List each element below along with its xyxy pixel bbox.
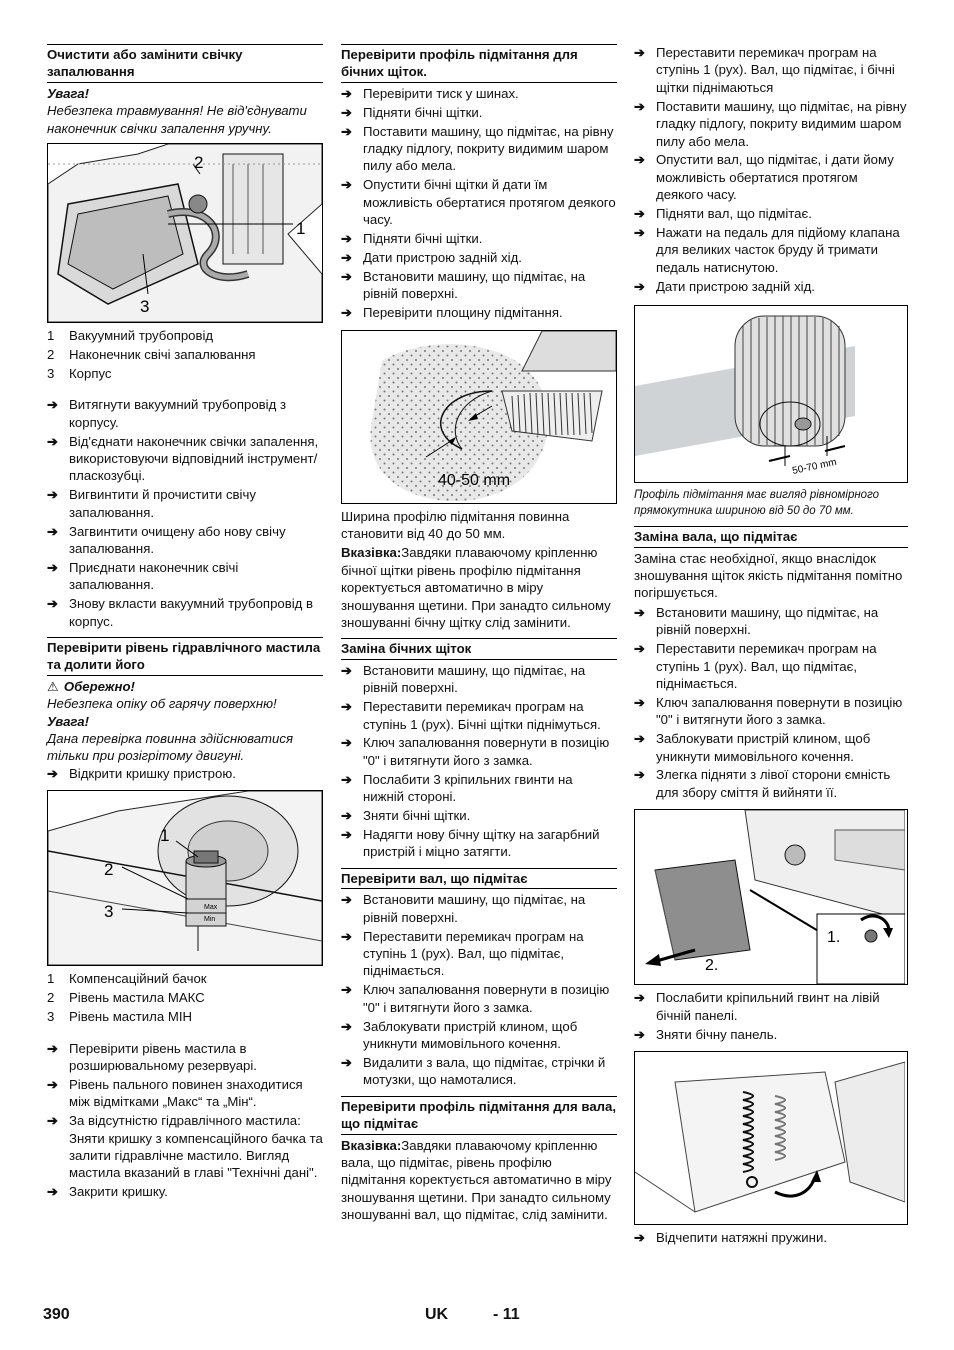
engine-illustration (48, 144, 322, 322)
legend-item: 2 Наконечник свічі запалювання (47, 346, 256, 362)
arrow-right-icon: ➔ (634, 1026, 646, 1042)
caution-text: Небезпека опіку об гарячу поверхню! (47, 696, 277, 712)
step-item: ➔ Перевірити площину підмітання. (341, 305, 563, 321)
arrow-right-icon: ➔ (341, 85, 353, 101)
legend-spark-plug (47, 327, 323, 382)
section-title-check-main-broom: Перевірити вал, що підмітає (341, 868, 617, 889)
arrow-right-icon: ➔ (341, 771, 353, 787)
arrow-right-icon: ➔ (47, 765, 59, 781)
callout-2: 2 (194, 153, 204, 173)
step-item: ➔ Підняти бічні щітки. (341, 231, 483, 247)
arrow-right-icon: ➔ (341, 231, 353, 247)
figure-tension-springs (634, 1051, 908, 1225)
steps-side-brush-profile (341, 85, 617, 322)
step-item: ➔ Перевірити тиск у шинах. (341, 85, 519, 101)
step-item: ➔ Поставити машину, що підмітає, на рівну гладку підлогу, покриту видимим шаром пилу або мела. (634, 98, 907, 149)
arrow-right-icon: ➔ (341, 1018, 353, 1034)
step-item: ➔ За відсутністю гідравлічного мастила: Зняти кришку з компенсаційного бачка та залити гідравлічне мастило. Вигляд мастила вказаний в главі "Технічні дані". (47, 1113, 323, 1181)
steps-side-panel (634, 989, 908, 1043)
warning-label: Увага! (47, 713, 89, 729)
arrow-right-icon: ➔ (341, 928, 353, 944)
figure-caption: Профіль підмітання має вигляд рівномірного прямокутника шириною від 50 до 70 мм. (634, 489, 880, 518)
step-item: ➔ Злегка підняти з лівої сторони ємність для збору сміття й вийняти її. (634, 767, 891, 800)
side-brush-illustration (342, 331, 616, 503)
step-item: ➔ Переставити перемикач програм на ступінь 1 (рух). Вал, що підмітає, піднімається. (341, 928, 584, 979)
arrow-right-icon: ➔ (47, 1040, 59, 1056)
section-page-number: - 11 (493, 1306, 520, 1323)
section-title-main-broom-profile: Перевірити профіль підмітання для вала, що підмітає (341, 1096, 617, 1135)
step-item: ➔ Знову вкласти вакуумний трубопровід в корпус. (47, 596, 314, 629)
arrow-right-icon: ➔ (341, 892, 353, 908)
step-item: ➔ Заблокувати пристрій клином, щоб уникнути мимовільного кочення. (341, 1018, 578, 1051)
column-3 (634, 44, 908, 1248)
arrow-right-icon: ➔ (634, 1230, 646, 1245)
column-2 (341, 44, 617, 1226)
legend-item: 2 Рівень мастила МАКС (47, 990, 205, 1006)
arrow-right-icon: ➔ (341, 177, 353, 193)
callout-3: 3 (140, 297, 150, 317)
paragraph: Ширина профілю підмітання повинна становити від 40 до 50 мм. (341, 508, 570, 541)
figure-side-brush-profile (341, 330, 617, 504)
arrow-right-icon: ➔ (341, 982, 353, 998)
arrow-right-icon: ➔ (634, 278, 646, 294)
arrow-right-icon: ➔ (47, 433, 59, 449)
step-item: ➔ Зняти бічні щітки. (341, 808, 471, 824)
springs-illustration (635, 1052, 905, 1224)
legend-item: 1 Компенсаційний бачок (47, 971, 207, 987)
steps-check-main-broom (341, 891, 617, 1088)
callout-2: 2 (104, 860, 114, 880)
step-item: ➔ Від'єднати наконечник свічки запалення, використовуючи відповідний інструмент/пласкозубці. (47, 433, 319, 484)
column-1 (47, 44, 323, 1202)
arrow-right-icon: ➔ (341, 1054, 353, 1070)
oil-tank-illustration (48, 791, 322, 965)
arrow-right-icon: ➔ (634, 45, 646, 60)
arrow-right-icon: ➔ (341, 268, 353, 284)
callout-2: 2. (705, 957, 719, 975)
legend-item: 1 Вакуумний трубопровід (47, 328, 214, 344)
step-item: ➔ Поставити машину, що підмітає, на рівну гладку підлогу, покриту видимим шаром пилу або мела. (341, 123, 614, 174)
arrow-right-icon: ➔ (634, 98, 646, 114)
callout-1: 1. (827, 929, 841, 947)
callout-3: 3 (104, 902, 114, 922)
section-title-hydraulic-oil: Перевірити рівень гідравлічного мастила та долити його (47, 637, 323, 676)
language-code: UK (425, 1306, 449, 1323)
arrow-right-icon: ➔ (634, 641, 646, 657)
arrow-right-icon: ➔ (634, 767, 646, 783)
callout-1: 1 (296, 219, 306, 239)
warning-text: Дана перевірка повинна здійснюватися тільки при розігрітому двигуні. (47, 731, 294, 764)
steps-main-broom-profile (634, 44, 908, 295)
section-title-side-brush-profile: Перевірити профіль підмітання для бічних щіток. (341, 44, 617, 83)
arrow-right-icon: ➔ (47, 1184, 59, 1200)
min-mark: Min (204, 916, 216, 924)
arrow-right-icon: ➔ (634, 152, 646, 168)
steps-replace-main-broom (634, 604, 908, 801)
step-item: ➔ Витягнути вакуумний трубопровід з корпусу. (47, 397, 287, 430)
step-item: ➔ Переставити перемикач програм на ступінь 1 (рух). Бічні щітки піднімуться. (341, 699, 601, 732)
max-mark: Max (204, 904, 218, 912)
arrow-right-icon: ➔ (634, 604, 646, 620)
step-item: ➔ Встановити машину, що підмітає, на рівній поверхні. (634, 604, 879, 638)
arrow-right-icon: ➔ (47, 596, 59, 612)
arrow-right-icon: ➔ (47, 523, 59, 539)
step-item: ➔ Підняти вал, що підмітає. (634, 206, 812, 222)
step-item: ➔ Приєднати наконечник свічі запалювання. (47, 559, 239, 593)
step-item: ➔ Заблокувати пристрій клином, щоб уникнути мимовільного кочення. (634, 731, 871, 764)
step-item: ➔ Ключ запалювання повернути в позицію "0" і витягнути його з замка. (634, 694, 903, 728)
step-item: ➔ Ключ запалювання повернути в позицію "0" і витягнути його з замка. (341, 982, 610, 1015)
step-item: ➔ Встановити машину, що підмітає, на рівній поверхні. (341, 268, 586, 302)
arrow-right-icon: ➔ (634, 225, 646, 241)
step-item: ➔ Нажати на педаль для підйому клапана для великих часток бруду й тримати педаль натиснутою. (634, 225, 900, 275)
page-footer (43, 1306, 913, 1332)
callout-1: 1 (160, 826, 170, 846)
note: Вказівка:Завдяки плаваючому кріпленню вала, що підмітає, рівень профілю підмітання коректується автоматично в міру зношування щетини. При занадто сильному зношуванні вал, що підмітає, слід замінити. (341, 1137, 612, 1223)
step-item: ➔ Опустити вал, що підмітає, і дати йому можливість обертатися протягом деякого часу. (634, 152, 894, 203)
steps-spark-plug (47, 396, 323, 630)
page-number: 390 (43, 1306, 70, 1323)
legend-item: 3 Корпус (47, 365, 112, 381)
arrow-right-icon: ➔ (634, 731, 646, 747)
step-item: ➔ Закрити кришку. (47, 1184, 168, 1200)
arrow-right-icon: ➔ (341, 808, 353, 824)
step-item: ➔ Відчепити натяжні пружини. (634, 1230, 827, 1245)
step-item: ➔ Дати пристрою задній хід. (634, 278, 815, 294)
arrow-right-icon: ➔ (634, 206, 646, 222)
arrow-right-icon: ➔ (341, 699, 353, 715)
steps-open-lid (47, 765, 323, 782)
dimension-label: 50-70 mm (791, 457, 838, 478)
step-item: ➔ Рівень пального повинен знаходитися між відмітками „Макс“ та „Мін“. (47, 1076, 303, 1110)
note: Вказівка:Завдяки плаваючому кріпленню бічної щітки рівень профілю підмітання коректується автоматично в міру зношування щетини. При занадто сильному зношуванні бічну щітку слід замінити. (341, 545, 611, 631)
arrow-right-icon: ➔ (47, 559, 59, 575)
step-item: ➔ Вигвинтити й прочистити свічу запалювання. (47, 487, 256, 520)
figure-main-broom-profile (634, 305, 908, 483)
main-broom-illustration (635, 306, 905, 482)
figure-oil-tank (47, 790, 323, 966)
arrow-right-icon: ➔ (341, 249, 353, 265)
section-title-replace-side-brushes: Заміна бічних щіток (341, 638, 617, 659)
arrow-right-icon: ➔ (341, 104, 353, 120)
step-item: ➔ Встановити машину, що підмітає, на рівній поверхні. (341, 662, 586, 696)
step-item: ➔ Встановити машину, що підмітає, на рівній поверхні. (341, 892, 586, 925)
arrow-right-icon: ➔ (47, 1076, 59, 1092)
arrow-right-icon: ➔ (341, 662, 353, 678)
arrow-right-icon: ➔ (341, 305, 353, 321)
step-item: ➔ Надягти нову бічну щітку на загарбний пристрій і міцно затягти. (341, 827, 600, 860)
warning-label: Увага! (47, 85, 89, 101)
section-title-spark-plug: Очистити або замінити свічку запалювання (47, 44, 323, 83)
step-item: ➔ Видалити з вала, що підмітає, стрічки й мотузки, що намоталися. (341, 1054, 606, 1088)
legend-item: 3 Рівень мастила МІН (47, 1009, 193, 1025)
arrow-right-icon: ➔ (341, 123, 353, 139)
step-item: ➔ Переставити перемикач програм на ступінь 1 (рух). Вал, що підмітає, і бічні щітки піднімаються (634, 45, 895, 95)
figure-spark-plug (47, 143, 323, 323)
caution-header (47, 678, 323, 695)
arrow-right-icon: ➔ (47, 487, 59, 503)
step-item: ➔ Зняти бічну панель. (634, 1026, 778, 1042)
arrow-right-icon: ➔ (634, 694, 646, 710)
steps-springs (634, 1229, 908, 1246)
figure-remove-container (634, 809, 908, 985)
warning-triangle-icon: ⚠ (47, 678, 59, 694)
paragraph: Заміна стає необхідної, якщо внаслідок зношування щіток якість підмітання помітно погіршується. (634, 550, 903, 601)
arrow-right-icon: ➔ (47, 1113, 59, 1129)
arrow-right-icon: ➔ (47, 397, 59, 413)
arrow-right-icon: ➔ (634, 990, 646, 1006)
container-removal-illustration (635, 810, 905, 984)
step-item: ➔ Дати пристрою задній хід. (341, 249, 522, 265)
step-item: ➔ Підняти бічні щітки. (341, 104, 483, 120)
step-item: ➔ Опустити бічні щітки й дати їм можливість обертатися протягом деякого часу. (341, 177, 616, 228)
step-item: ➔ Послабити 3 кріпильних гвинти на нижній стороні. (341, 771, 573, 805)
arrow-right-icon: ➔ (341, 735, 353, 751)
step-item: ➔ Відкрити кришку пристрою. (47, 765, 236, 781)
dimension-label: 40-50 mm (438, 471, 511, 489)
step-item: ➔ Ключ запалювання повернути в позицію "0" і витягнути його з замка. (341, 735, 610, 768)
warning-text: Небезпека травмування! Не від'єднувати наконечник свічки запалення уручну. (47, 103, 307, 136)
step-item: ➔ Загвинтити очищену або нову свічу запалювання. (47, 523, 286, 556)
section-title-replace-main-broom: Заміна вала, що підмітає (634, 526, 908, 547)
caution-label: Обережно! (63, 678, 135, 694)
arrow-right-icon: ➔ (341, 827, 353, 842)
steps-replace-side-brushes (341, 662, 617, 861)
steps-hydraulic-oil (47, 1040, 323, 1201)
step-item: ➔ Перевірити рівень мастила в розширювальному резервуарі. (47, 1040, 257, 1073)
step-item: ➔ Переставити перемикач програм на ступінь 1 (рух). Вал, що підмітає, піднімається. (634, 641, 877, 691)
legend-oil-tank (47, 970, 323, 1025)
step-item: ➔ Послабити кріпильний гвинт на лівій бічній панелі. (634, 990, 880, 1023)
